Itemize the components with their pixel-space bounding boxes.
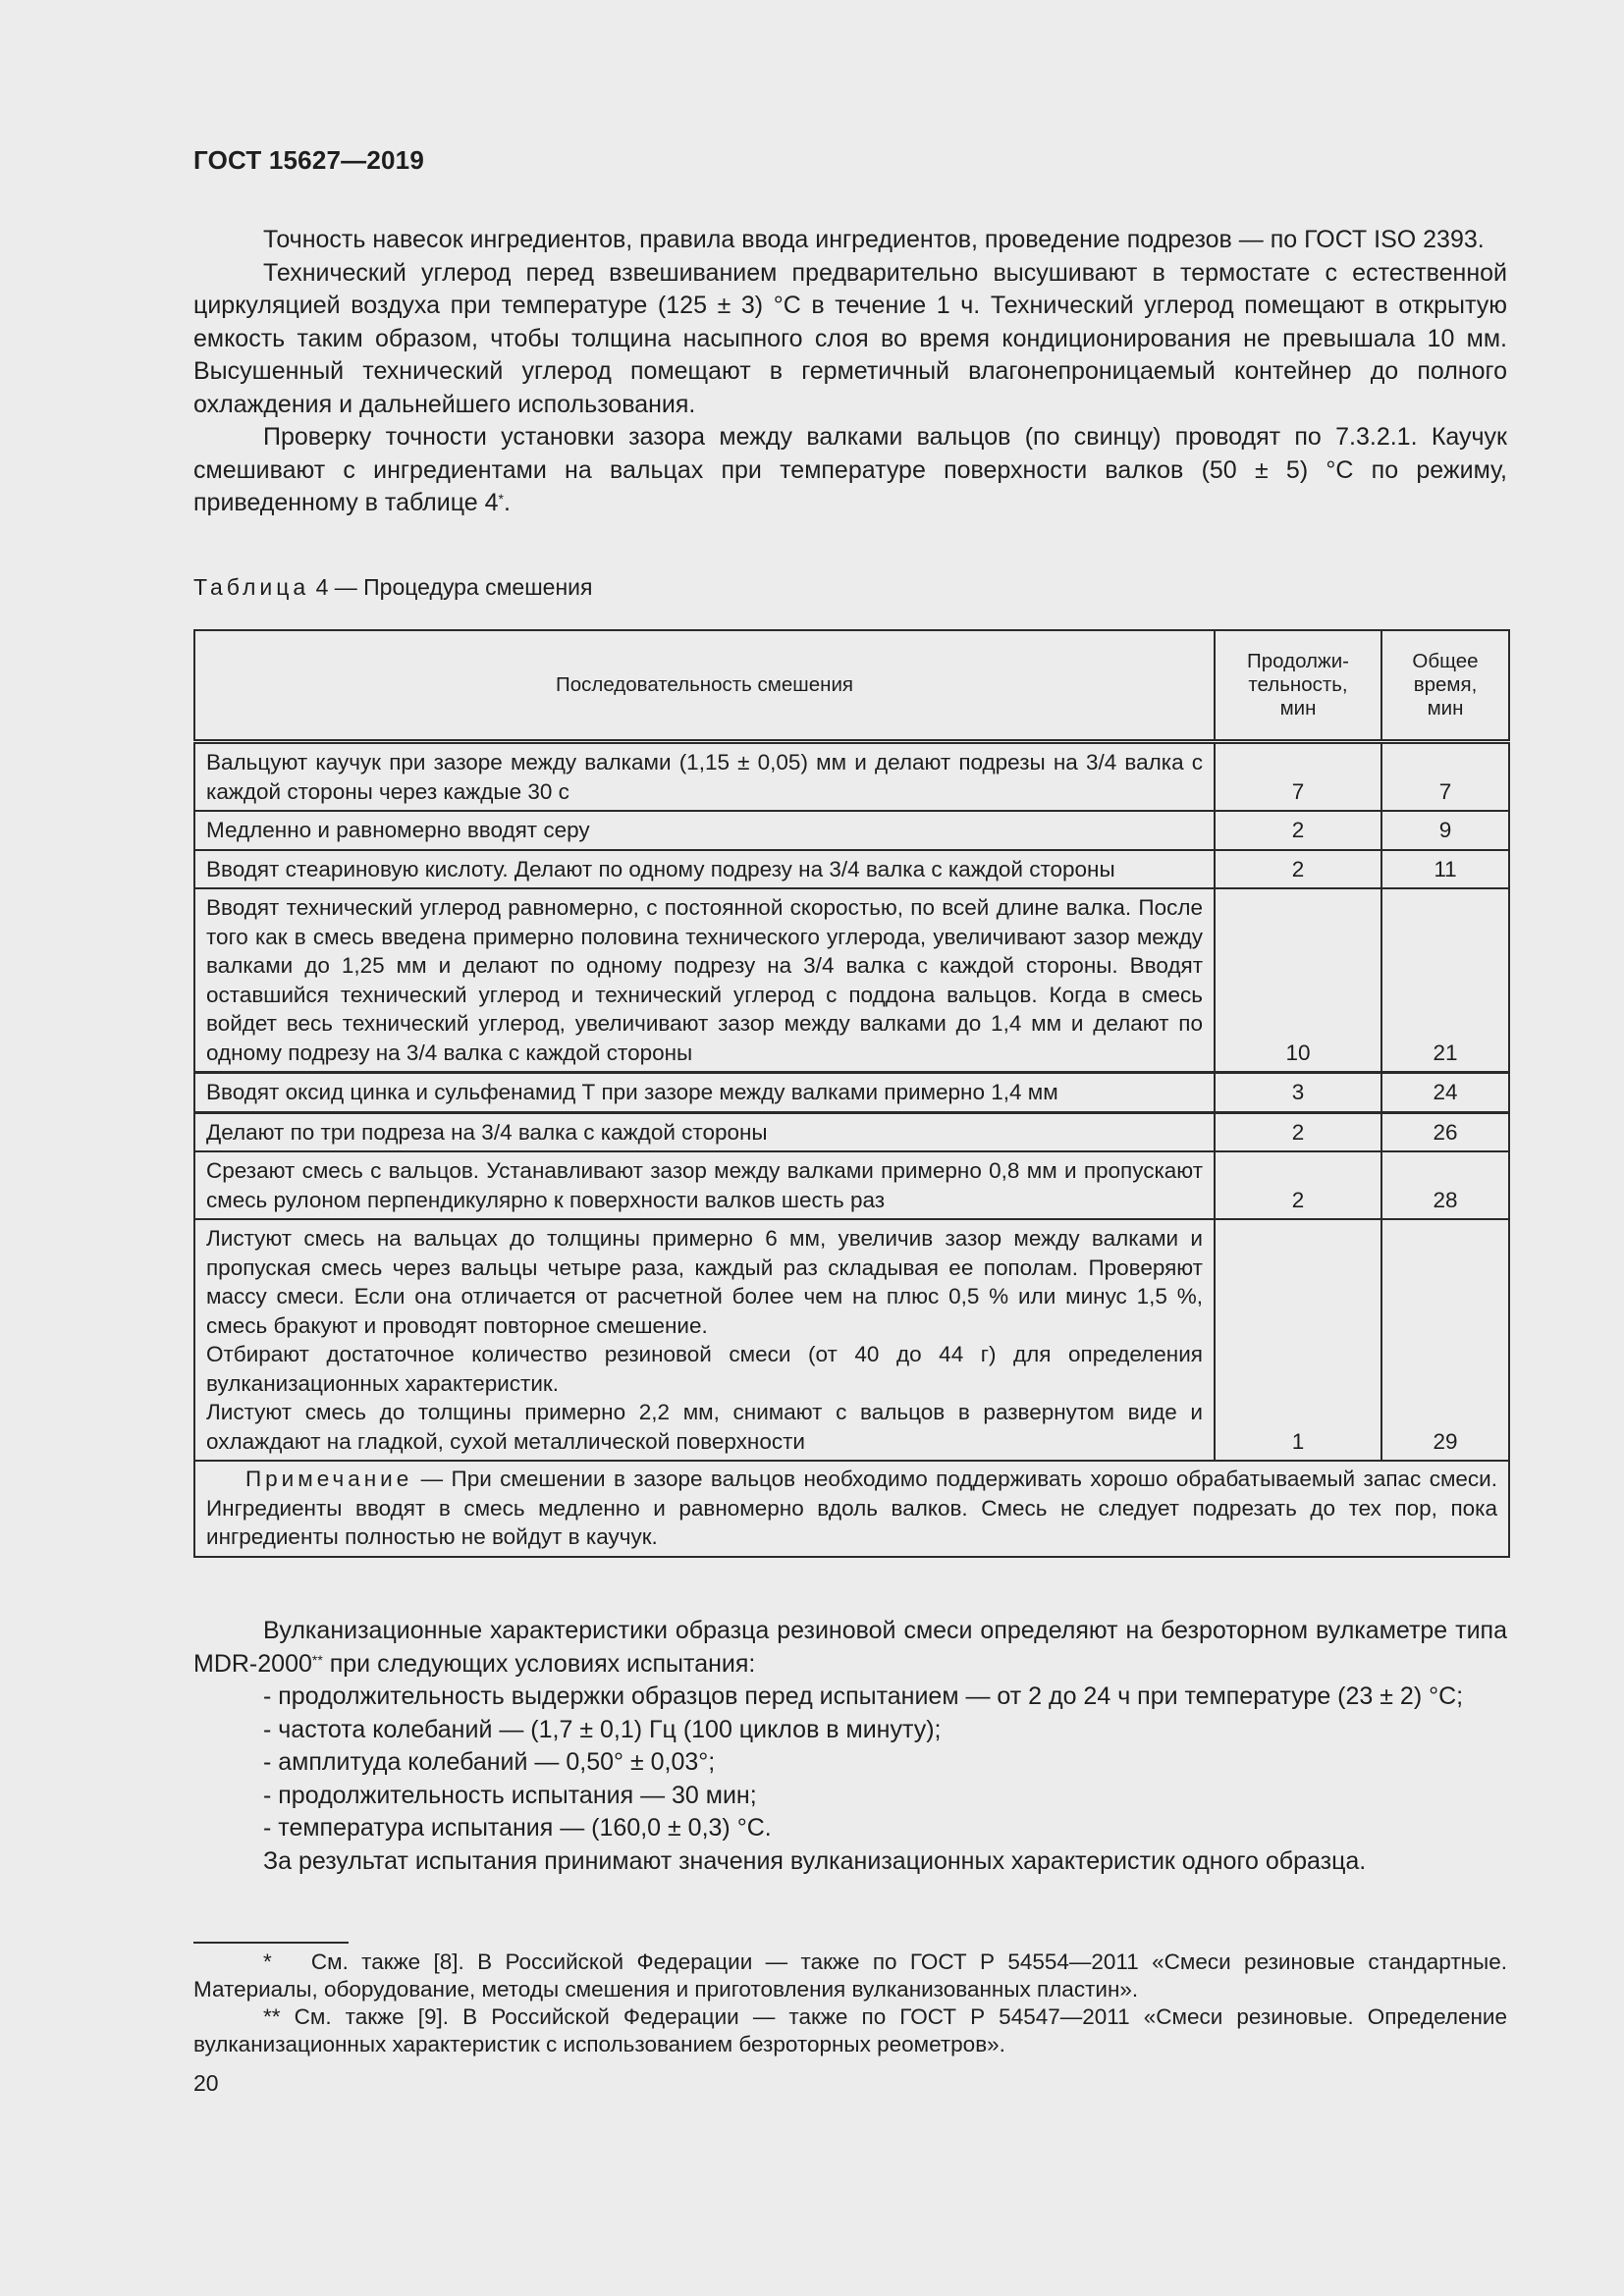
table-row xyxy=(194,1073,1509,1113)
table-note-label: Примечание xyxy=(245,1467,413,1491)
row-8-total: 29 xyxy=(1381,1219,1509,1461)
row-5-total: 24 xyxy=(1381,1073,1509,1113)
row-2-step: Медленно и равномерно вводят серу xyxy=(194,811,1215,850)
conditions-paragraph-end: при следующих условиях испытания: xyxy=(322,1649,756,1678)
table-row xyxy=(194,1151,1509,1219)
row-4-duration: 10 xyxy=(1215,888,1381,1073)
table-note-row xyxy=(194,1461,1509,1557)
footnote-2: ** См. также [9]. В Российской Федерации — также по ГОСТ Р 54547—2011 «Смеси резиновые. Определение вулканизационных характеристик с использованием безроторных реометров». xyxy=(193,2004,1507,2056)
mixing-procedure-table xyxy=(193,629,1510,1558)
table-note-text: — При смешении в зазоре вальцов необходимо поддерживать хорошо обрабатываемый запас смеси. Ингредиенты вводят в смесь медленно и равномерно вдоль валков. Смесь не следует подрезать до тех пор, пока ингредиенты полностью не войдут в каучук. xyxy=(206,1467,1497,1549)
footnote-separator xyxy=(193,1942,349,1944)
table-row xyxy=(194,742,1509,812)
table-note xyxy=(194,1461,1509,1557)
table-caption xyxy=(193,574,592,601)
intro-paragraph-1: Точность навесок ингредиентов, правила ввода ингредиентов, проведение подрезов — по ГОСТ ISO 2393. xyxy=(263,226,1485,253)
list-item: - амплитуда колебаний — 0,50° ± 0,03°; xyxy=(263,1748,716,1776)
list-item: - продолжительность выдержки образцов перед испытанием — от 2 до 24 ч при температуре (23 ± 2) °С; xyxy=(263,1682,1464,1710)
document-header: ГОСТ 15627—2019 xyxy=(193,145,424,175)
row-3-duration: 2 xyxy=(1215,850,1381,889)
table-row xyxy=(194,1112,1509,1151)
row-2-duration: 2 xyxy=(1215,811,1381,850)
row-2-total: 9 xyxy=(1381,811,1509,850)
row-6-step: Делают по три подреза на 3/4 валка с каждой стороны xyxy=(194,1112,1215,1151)
list-item: - частота колебаний — (1,7 ± 0,1) Гц (100 циклов в минуту); xyxy=(263,1715,942,1743)
row-3-total: 11 xyxy=(1381,850,1509,889)
intro-paragraph-3 xyxy=(193,421,1507,520)
row-5-duration: 3 xyxy=(1215,1073,1381,1113)
intro-paragraph-3-end: . xyxy=(503,489,511,516)
row-4-total: 21 xyxy=(1381,888,1509,1073)
row-7-total: 28 xyxy=(1381,1151,1509,1219)
row-6-total: 26 xyxy=(1381,1112,1509,1151)
row-6-duration: 2 xyxy=(1215,1112,1381,1151)
conditions-paragraph-text: Вулканизационные характеристики образца резиновой смеси определяют на безроторном вулкаметре типа MDR-2000 xyxy=(193,1617,1507,1678)
row-1-total: 7 xyxy=(1381,742,1509,812)
list-item: - температура испытания — (160,0 ± 0,3) °С. xyxy=(263,1814,772,1842)
footnotes xyxy=(193,1949,1514,2058)
header-total: Общее время, мин xyxy=(1381,630,1509,742)
footnote-1: * См. также [8]. В Российской Федерации — также по ГОСТ Р 54554—2011 «Смеси резиновые стандартные. Материалы, оборудование, методы смешения и приготовления вулканизованных пластин». xyxy=(193,1949,1514,2002)
row-5-step: Вводят оксид цинка и сульфенамид Т при зазоре между валками примерно 1,4 мм xyxy=(194,1073,1215,1113)
footnote-ref-1: * xyxy=(498,491,504,507)
header-sequence: Последовательность смешения xyxy=(194,630,1215,742)
table-row xyxy=(194,850,1509,889)
row-8-duration: 1 xyxy=(1215,1219,1381,1461)
row-1-step: Вальцуют каучук при зазоре между валками (1,15 ± 0,05) мм и делают подрезы на 3/4 валка с каждой стороны через каждые 30 с xyxy=(194,742,1215,812)
footnote-ref-2: ** xyxy=(311,1651,323,1668)
result-paragraph: За результат испытания принимают значения вулканизационных характеристик одного образца. xyxy=(263,1846,1367,1875)
header-duration: Продолжи- тельность, мин xyxy=(1215,630,1381,742)
table-header-row xyxy=(194,630,1509,742)
page-number: 20 xyxy=(193,2070,219,2096)
table-caption-label: Таблица xyxy=(193,574,310,600)
row-8-step: Листуют смесь на вальцах до толщины примерно 6 мм, увеличив зазор между валками и пропуская смесь через вальцы четыре раза, каждый раз складывая ее пополам. Проверяют массу смеси. Если она отличается от расчетной более чем на плюс 0,5 % или минус 1,5 %, смесь бракуют и проводят повторное смешение. Отбирают достаточное количество резиновой смеси (от 40 до 44 г) для определения вулканизационных характеристик. Листуют смесь до толщины примерно 2,2 мм, снимают с вальцов в развернутом виде и охлаждают на гладкой, сухой металлической поверхности xyxy=(194,1219,1215,1461)
list-item: - продолжительность испытания — 30 мин; xyxy=(263,1781,757,1809)
test-conditions-section xyxy=(193,1615,1507,1878)
row-1-duration: 7 xyxy=(1215,742,1381,812)
conditions-paragraph xyxy=(193,1615,1507,1681)
table-row xyxy=(194,1219,1509,1461)
intro-section xyxy=(193,224,1507,520)
intro-paragraph-2: Технический углерод перед взвешиванием предварительно высушивают в термостате с естественной циркуляцией воздуха при температуре (125 ± 3) °С в течение 1 ч. Технический углерод помещают в открытую емкость таким образом, чтобы толщина насыпного слоя во время кондиционирования не превышала 10 мм. Высушенный технический углерод помещают в герметичный влагонепроницаемый контейнер до полного охлаждения и дальнейшего использования. xyxy=(193,258,1507,418)
row-7-step: Срезают смесь с вальцов. Устанавливают зазор между валками примерно 0,8 мм и пропускают смесь рулоном перпендикулярно к поверхности валков шесть раз xyxy=(194,1151,1215,1219)
row-4-step: Вводят технический углерод равномерно, с постоянной скоростью, по всей длине валка. После того как в смесь введена примерно половина технического углерода, увеличивают зазор между валками до 1,25 мм и делают по одному подрезу на 3/4 валка с каждой стороны. Вводят оставшийся технический углерод и технический углерод с поддона вальцов. Когда в смесь войдет весь технический углерод, увеличивают зазор между валками до 1,4 мм и делают по одному подрезу на 3/4 валка с каждой стороны xyxy=(194,888,1215,1073)
intro-paragraph-3-text: Проверку точности установки зазора между валками вальцов (по свинцу) проводят по 7.3.2.1. Каучук смешивают с ингредиентами на вальцах при температуре поверхности валков (50 ± 5) °С по режиму, приведенному в таблице 4 xyxy=(193,423,1507,516)
table-caption-title: 4 — Процедура смешения xyxy=(309,574,593,600)
row-3-step: Вводят стеариновую кислоту. Делают по одному подрезу на 3/4 валка с каждой стороны xyxy=(194,850,1215,889)
table-row xyxy=(194,888,1509,1073)
row-7-duration: 2 xyxy=(1215,1151,1381,1219)
table-row xyxy=(194,811,1509,850)
